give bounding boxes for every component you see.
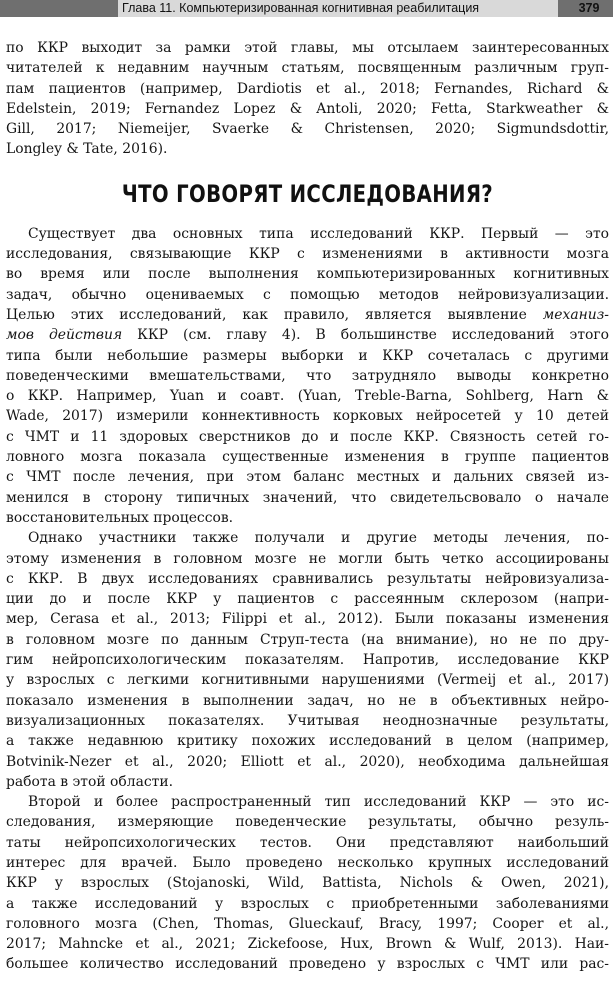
text-line: а также недавнюю критику похожих исследований в целом (например, [6, 733, 609, 750]
text-line: Существует два основных типа исследований ККР. Первый — это [28, 225, 609, 242]
text-line: с ККР. В двух исследованиях сравнивались результаты нейровизуализа- [6, 570, 609, 587]
chapter-running-head: Глава 11. Компьютеризированная когнитивная реабилитация [118, 0, 558, 17]
text-line: таты нейропсихологических тестов. Они представляют наибольший [6, 834, 609, 851]
text-line: у взрослых с легкими когнитивными нарушениями (Vermeij et al., 2017) [6, 672, 609, 689]
page-body [6, 38, 609, 975]
paragraph-3 [6, 792, 609, 975]
text-line: головного мозга (Chen, Thomas, Glueckauf, Bracy, 1997; Cooper et al., [6, 915, 609, 932]
text-line: Однако участники также получали и другие методы лечения, по- [28, 530, 609, 547]
text-line: большее количество исследований проведено у взрослых с ЧМТ или рас- [6, 956, 609, 973]
text-line: читателей к недавним научным статьям, посвященным различным груп- [6, 60, 609, 77]
text-line: менился в сторону типичных значений, что свидетельсвовало о начале [6, 489, 609, 506]
text-line: а также исследований у взрослых с приобретенными заболеваниями [6, 895, 609, 912]
text-line: интерес для врачей. Было проведено несколько крупных исследований [6, 854, 609, 871]
text-line: работа в этой области. [6, 773, 173, 790]
text-line: задач, обычно оцениваемых с помощью методов нейровизуализации. [6, 286, 609, 303]
text-line: Gill, 2017; Niemeijer, Svaerke & Christensen, 2020; Sigmundsdottir, [6, 121, 609, 138]
text-line: гим нейропсихологическим показателям. Напротив, исследование ККР [6, 652, 609, 669]
text-line: следования, измеряющие поведенческие результаты, обычно резуль- [6, 814, 609, 831]
text-line: с ЧМТ и 11 здоровых сверстников до и после ККР. Связность сетей го- [6, 428, 609, 445]
text-line: Botvinik-Nezer et al., 2020; Elliott et al., 2020), необходима дальнейшая [6, 753, 609, 770]
text-line: поведенческими вмешательствами, что затрудняло выводы конкретно [6, 367, 609, 384]
text-line: показало изменения в выполнении задач, но не в объективных нейро- [6, 692, 609, 709]
text-line: визуализационных показателях. Учитывая неоднозначные результаты, [6, 712, 609, 729]
italic-term: механиз- [542, 306, 609, 323]
text-line: исследования, связывающие ККР с изменениями в активности мозга [6, 246, 609, 263]
text-line: Второй и более распространенный тип исследований ККР — это ис- [28, 794, 609, 811]
page-number: 379 [578, 1, 600, 15]
text-line: Longley & Tate, 2016). [6, 141, 168, 158]
text-segment: ККР (см. главу 4). В большинстве исследований этого [122, 327, 609, 344]
text-line: ции до и после ККР у пациентов с рассеянным склерозом (напри- [6, 591, 609, 608]
paragraph-2 [6, 528, 609, 792]
text-line: ККР у взрослых (Stojanoski, Wild, Battista, Nichols & Owen, 2021), [6, 875, 609, 892]
text-line: в головном мозге по данным Струп-теста (на внимание), но не по дру- [6, 631, 609, 648]
paragraph-1 [6, 224, 609, 528]
text-line: 2017; Mahncke et al., 2021; Zickefoose, Hux, Brown & Wulf, 2013). Наи- [6, 936, 609, 953]
text-line: по ККР выходит за рамки этой главы, мы отсылаем заинтересованных [6, 40, 609, 56]
text-line: Wade, 2017) измерили коннективность корковых нейросетей у 10 детей [6, 408, 609, 425]
text-line: мер, Cerasa et al., 2013; Filippi et al., 2012). Были показаны изменения [6, 611, 609, 628]
text-line: этому изменения в головном мозге не могли быть четко ассоциированы [6, 550, 609, 567]
text-line: пам пациентов (например, Dardiotis et al., 2018; Fernandes, Richard & [6, 80, 609, 97]
section-title: ЧТО ГОВОРЯТ ИССЛЕДОВАНИЯ? [121, 179, 494, 208]
text-line-with-italic [6, 325, 609, 345]
text-line: Edelstein, 2019; Fernandez Lopez & Antoli, 2020; Fetta, Starkweather & [6, 100, 609, 117]
text-line: с ЧМТ после лечения, при этом баланс местных и дальних связей из- [6, 469, 609, 486]
text-line: во время или после выполнения компьютеризированных когнитивных [6, 266, 609, 283]
italic-term: мов действия [6, 327, 123, 344]
text-line: восстановительных процессов. [6, 509, 234, 526]
running-header-bar [0, 0, 613, 17]
text-line: ловного мозга показала существенные изменения в группе пациентов [6, 449, 609, 466]
text-line-with-italic [6, 305, 609, 325]
text-line: о ККР. Например, Yuan и соавт. (Yuan, Treble-Barna, Sohlberg, Harn & [6, 388, 609, 405]
text-segment: Целью этих исследований, как правило, является выявление [6, 306, 543, 323]
text-line: типа были небольшие размеры выборки и ККР сочеталась с другими [6, 347, 609, 364]
intro-paragraph [6, 38, 609, 160]
